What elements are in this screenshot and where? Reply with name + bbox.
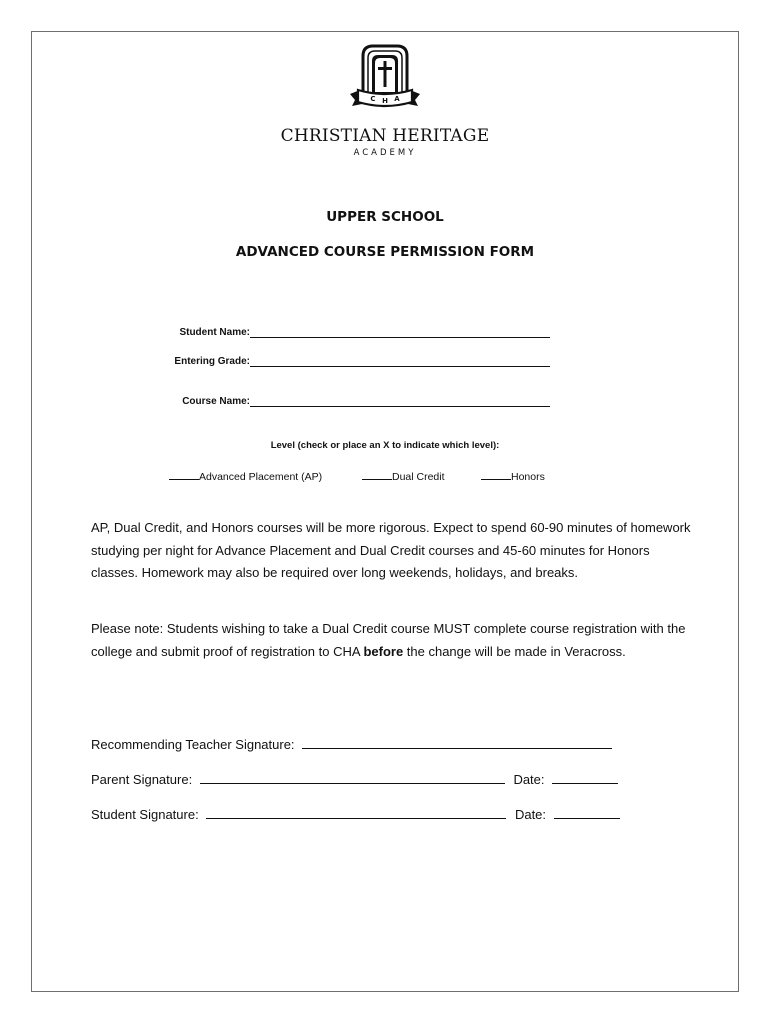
svg-text:H: H — [382, 97, 388, 105]
student-name-field — [0, 325, 770, 341]
teacher-signature-row — [91, 734, 612, 752]
form-page-border — [31, 31, 739, 992]
level-option-dual-credit[interactable] — [362, 469, 445, 484]
entering-grade-line[interactable] — [250, 366, 550, 367]
entering-grade-label: Entering Grade: — [174, 356, 250, 367]
checkbox-blank[interactable] — [362, 469, 392, 480]
student-name-label: Student Name: — [179, 327, 250, 338]
school-name: CHRISTIAN HERITAGE — [280, 126, 490, 146]
form-title-school: UPPER SCHOOL — [326, 209, 444, 225]
svg-text:C: C — [370, 95, 376, 103]
entering-grade-field — [0, 354, 770, 370]
svg-text:A: A — [394, 95, 400, 103]
checkbox-blank[interactable] — [169, 469, 199, 480]
school-crest-logo — [346, 44, 424, 116]
note-emphasis: before — [363, 643, 404, 659]
course-name-line[interactable] — [250, 406, 550, 407]
note-text-end: the change will be made in Veracross. — [403, 643, 626, 659]
course-name-field — [0, 394, 770, 410]
workload-paragraph: AP, Dual Credit, and Honors courses will be more rigorous. Expect to spend 60-90 minutes of homework studying per night for Advance Placement and Dual Credit courses and 45-60 minutes for Honors classes. Homework may also be required over long weekends, holidays, and breaks. — [91, 520, 691, 581]
course-name-label: Course Name: — [182, 396, 250, 407]
student-signature-row — [91, 804, 620, 822]
form-title: ADVANCED COURSE PERMISSION FORM — [235, 244, 535, 260]
student-date-label: Date: — [514, 807, 547, 822]
parent-date-label: Date: — [513, 772, 545, 787]
level-instructions: Level (check or place an X to indicate which level): — [270, 440, 500, 451]
student-signature-line[interactable] — [206, 804, 506, 819]
parent-signature-label: Parent Signature: — [91, 772, 193, 787]
parent-signature-row — [91, 769, 618, 787]
level-option-ap[interactable] — [169, 469, 322, 484]
student-signature-label: Student Signature: — [91, 807, 199, 822]
level-option-honors[interactable] — [481, 469, 545, 484]
checkbox-blank[interactable] — [481, 469, 511, 480]
level-option-label: Advanced Placement (AP) — [199, 471, 323, 483]
school-subtitle: ACADEMY — [353, 148, 417, 158]
teacher-signature-line[interactable] — [302, 734, 612, 749]
parent-signature-line[interactable] — [200, 769, 505, 784]
student-name-line[interactable] — [250, 337, 550, 338]
note-text-start: Please note: Students wishing to take a Dual Credit course MUST complete course registration with the college and submit proof of registration to CHA — [91, 621, 686, 659]
level-option-label: Honors — [511, 471, 545, 483]
level-option-label: Dual Credit — [392, 471, 445, 483]
parent-date-line[interactable] — [552, 769, 618, 784]
student-date-line[interactable] — [554, 804, 620, 819]
teacher-signature-label: Recommending Teacher Signature: — [91, 737, 295, 752]
dual-credit-note — [91, 618, 691, 663]
